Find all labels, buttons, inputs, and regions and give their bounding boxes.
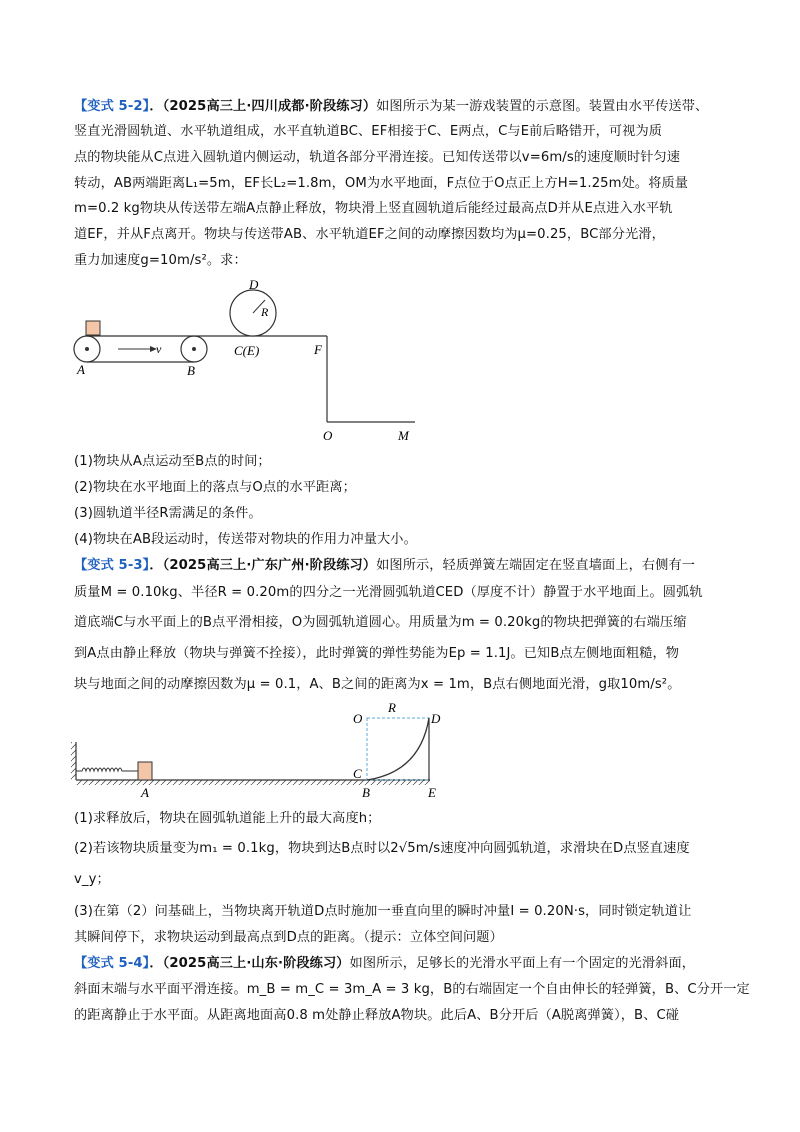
- problem-5-2-question-4: (4)物块在AB段运动时，传送带对物块的作用力冲量大小。: [74, 532, 417, 547]
- conveyor-loop-diagram: [60, 275, 430, 450]
- problem-5-2-source: ．（2025高三上·四川成都·阶段练习）: [149, 99, 377, 114]
- problem-5-4-source: ．（2025高三上·山东·阶段练习）: [149, 956, 350, 971]
- problem-5-4-text: 如图所示，足够长的光滑水平面上有一个固定的光滑斜面，: [349, 956, 696, 971]
- ground-hatch: [76, 780, 430, 785]
- label-O: O: [323, 428, 333, 443]
- problem-5-2-question-2: (2)物块在水平地面上的落点与O点的水平距离；: [74, 480, 356, 495]
- label-A: A: [141, 785, 149, 800]
- problem-5-2-line-3: 点的物块能从C点进入圆轨道内侧运动，轨道各部分平滑连接。已知传送带以v=6m/s的速度顺时针匀速: [74, 150, 681, 165]
- label-R: R: [261, 305, 269, 319]
- label-O: O: [353, 711, 363, 726]
- problem-5-3-question-1: (1)求释放后，物块在圆弧轨道能上升的最大高度h；: [74, 811, 381, 826]
- problem-5-3-tag: 【变式 5-3】: [74, 558, 150, 573]
- spring-arc-diagram: [60, 700, 460, 800]
- problem-5-4-tag: 【变式 5-4】: [74, 956, 150, 971]
- problem-5-2-line-6: 道EF，并从F点离开。物块与传送带AB、水平轨道EF之间的动摩擦因数均为μ=0.25，BC部分光滑，: [74, 227, 665, 242]
- spring: [76, 768, 138, 771]
- label-R: R: [388, 700, 396, 715]
- label-F: F: [314, 342, 322, 357]
- problem-5-2-line-4: 转动，AB两端距离L₁=5m，EF长L₂=1.8m，OM为水平地面，F点位于O点正上方H=1.25m处。将质量: [74, 176, 689, 191]
- label-B: B: [362, 785, 370, 800]
- label-D: D: [431, 711, 441, 726]
- wall-hatch: [71, 742, 76, 780]
- problem-5-3-line-3: 道底端C与水平面上的B点平滑相接，O为圆弧轨道圆心。用质量为m = 0.20kg的物块把弹簧的右端压缩: [74, 615, 687, 630]
- label-v: v: [156, 342, 162, 356]
- problem-5-4-line-1: [74, 954, 695, 974]
- label-M: M: [398, 428, 409, 443]
- label-D: D: [249, 277, 259, 292]
- problem-5-2-line-2: 竖直光滑圆轨道、水平轨道组成，水平直轨道BC、EF相接于C、E两点，C与E前后略错开，可视为质: [74, 124, 663, 139]
- problem-5-3-line-2: 质量M = 0.10kg、半径R = 0.20m的四分之一光滑圆弧轨道CED（厚度不计）静置于水平地面上。圆弧轨: [74, 585, 703, 600]
- problem-5-3-text: 如图所示，轻质弹簧左端固定在竖直墙面上，右侧有一: [376, 558, 696, 573]
- problem-5-4-line-3: 的距离静止于水平面。从距离地面高0.8 m处静止释放A物块。此后A、B分开后（A脱离弹簧），B、C碰: [74, 1008, 680, 1023]
- problem-5-2-line-5: m=0.2 kg物块从传送带左端A点静止释放，物块滑上竖直圆轨道后能经过最高点D并从E点进入水平轨: [74, 201, 673, 216]
- problem-5-2-question-3: (3)圆轨道半径R需满足的条件。: [74, 506, 262, 521]
- problem-5-2-line-1: [74, 97, 708, 117]
- block-shape: [86, 321, 100, 335]
- arc-track: [367, 718, 429, 780]
- problem-5-3-source: ．（2025高三上·广东广州·阶段练习）: [149, 558, 377, 573]
- problem-5-3-question-2: (2)若该物块质量变为m₁ = 0.1kg，物块到达B点时以2√5m/s速度冲向圆弧轨道，求滑块在D点竖直速度: [74, 841, 690, 856]
- problem-5-3-question-3: (3)在第（2）问基础上，当物块离开轨道D点时施加一垂直向里的瞬时冲量I = 0.20N·s，同时锁定轨道让: [74, 904, 692, 919]
- label-B: B: [187, 363, 195, 378]
- block-shape: [138, 762, 152, 780]
- dashed-frame: [367, 718, 429, 780]
- problem-5-3-line-1: [74, 556, 695, 576]
- problem-5-2-tag: 【变式 5-2】: [74, 99, 150, 114]
- problem-5-2-line-7: 重力加速度g=10m/s²。求：: [74, 253, 247, 268]
- problem-5-4-line-2: 斜面末端与水平面平滑连接。m_B = m_C = 3m_A = 3 kg，B的右端固定一个自由伸长的轻弹簧，B、C分开一定: [74, 982, 750, 997]
- label-A: A: [77, 362, 85, 377]
- problem-5-2-question-1: (1)物块从A点运动至B点的时间；: [74, 454, 271, 469]
- problem-5-3-line-5: 块与地面之间的动摩擦因数为μ = 0.1，A、B之间的距离为x = 1m，B点右侧地面光滑，g取10m/s²。: [74, 677, 681, 692]
- problem-5-3-line-4: 到A点由静止释放（物块与弹簧不拴接），此时弹簧的弹性势能为Ep = 1.1J。已知B点左侧地面粗糙，物: [74, 646, 680, 661]
- problem-5-3-question-3-cont: 其瞬间停下，求物块运动到最高点到D点的距离。（提示：立体空间问题）: [74, 930, 503, 945]
- problem-5-3-question-2-cont: v_y；: [74, 872, 110, 887]
- label-E: E: [428, 785, 436, 800]
- label-C: C: [353, 766, 362, 781]
- label-CE: C(E): [234, 343, 260, 358]
- problem-5-2-text: 如图所示为某一游戏装置的示意图。装置由水平传送带、: [376, 99, 709, 114]
